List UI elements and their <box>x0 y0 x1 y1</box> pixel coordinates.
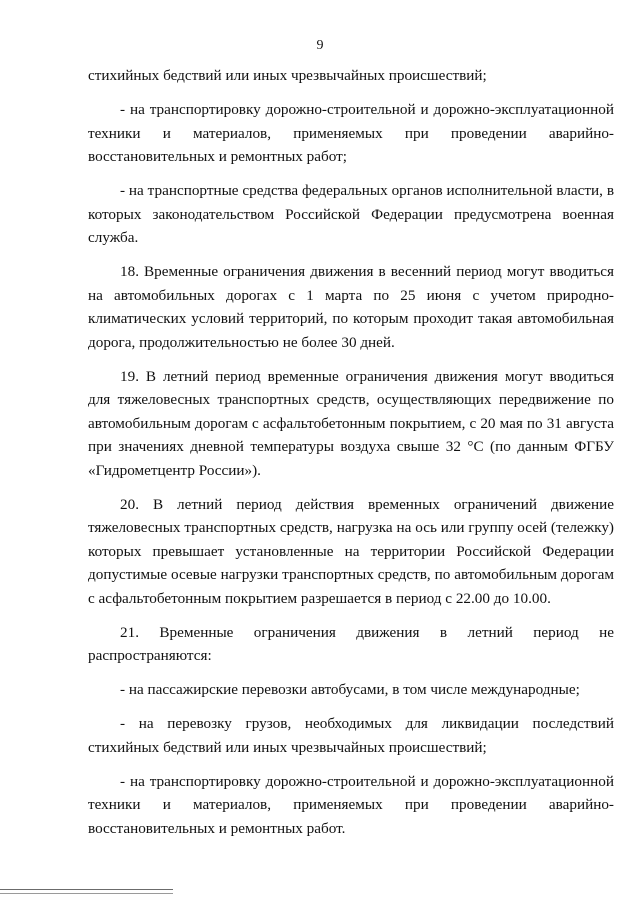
paragraph-list-item: - на транспортировку дорожно-строительной и дорожно-эксплуатационной техники и материалов, применяемых при проведении аварийно-восстановительных и ремонтных работ. <box>88 772 614 837</box>
footer-rule <box>0 893 173 894</box>
paragraph-list-item: - на транспортные средства федеральных органов исполнительной власти, в которых законодательством Российской Федерации предусмотрена военная служба. <box>88 182 614 246</box>
paragraph-clause-18: 18. Временные ограничения движения в весенний период могут вводиться на автомобильных дорогах с 1 марта по 25 июня с учетом природно-климатических условий территорий, по которым проходит такая автомобильная дорога, продолжительностью не более 30 дней. <box>88 263 614 351</box>
paragraph-clause-21: 21. Временные ограничения движения в летний период не распространяются: <box>88 623 614 664</box>
paragraph-clause-19: 19. В летний период временные ограничения движения могут вводиться для тяжеловесных транспортных средств, осуществляющих передвижение по автомобильным дорогам с асфальтобетонным покрытием, с 20 мая по 31 августа при значениях дневной температуры воздуха свыше 32 °С (по данным ФГБУ «Гидрометцентр России»). <box>88 367 614 479</box>
paragraph-list-item: - на пассажирские перевозки автобусами, в том числе международные; <box>120 681 580 698</box>
paragraph-continuation: стихийных бедствий или иных чрезвычайных происшествий; <box>88 67 487 84</box>
paragraph-list-item: - на транспортировку дорожно-строительной и дорожно-эксплуатационной техники и материалов, применяемых при проведении аварийно-восстановительных и ремонтных работ; <box>88 101 614 165</box>
page-number: 9 <box>316 38 324 53</box>
document-body <box>88 64 614 840</box>
paragraph-list-item: - на перевозку грузов, необходимых для ликвидации последствий стихийных бедствий или иных чрезвычайных происшествий; <box>88 715 614 756</box>
footer-rule <box>0 889 173 890</box>
paragraph-clause-20: 20. В летний период действия временных ограничений движение тяжеловесных транспортных средств, нагрузка на ось или группу осей (тележку) которых превышает установленные на территории Российской Федерации допустимые осевые нагрузки транспортных средств, по автомобильным дорогам с асфальтобетонным покрытием разрешается в период с 22.00 до 10.00. <box>88 495 614 607</box>
